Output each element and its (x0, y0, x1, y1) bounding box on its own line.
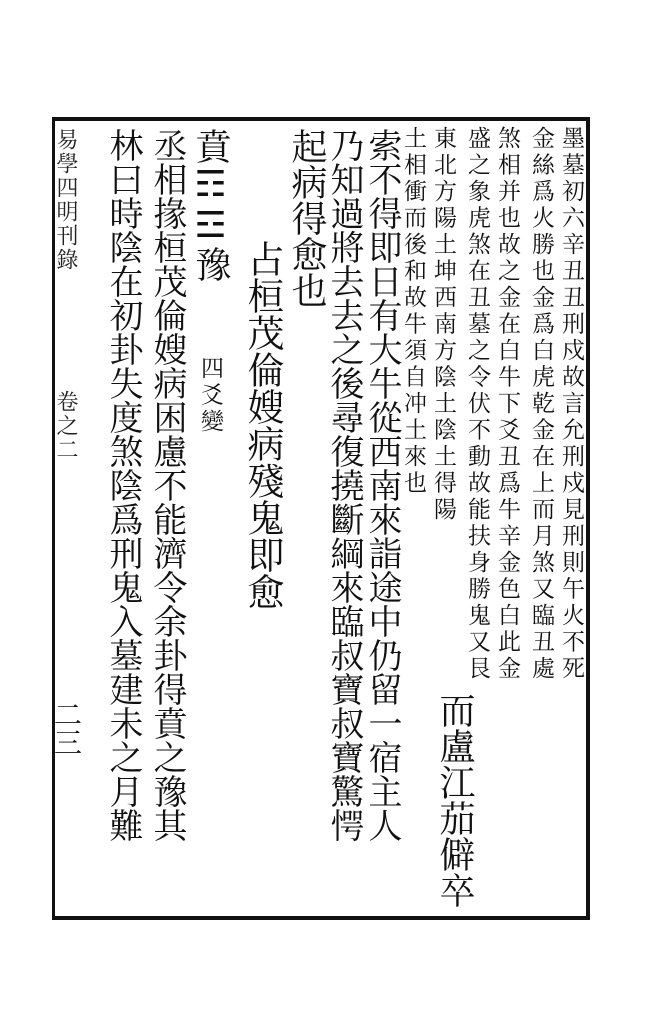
annotation-column-4: 盛之象虎煞在丑墓之令伏不動故能扶身勝鬼又艮 (464, 126, 490, 683)
annotation-column-2: 金絲爲火勝也金爲白虎乾金在上而月煞又臨丑處 (528, 126, 554, 683)
hexagram-heading: 賁☶☲豫 (190, 128, 231, 282)
main-text-column-9: 起病得愈也 (286, 128, 327, 308)
margin-book-title: 易學四明刊錄 (53, 128, 78, 272)
main-text-column-5-tail: 而盧江茄僻卒 (434, 692, 475, 908)
main-text-column-13: 林曰時陰在初卦失度煞陰爲刑鬼入墓建未之月難 (103, 128, 143, 842)
main-text-column-8: 乃知過將去去之後尋復撓斷綱來臨叔寶叔寶驚愕 (324, 128, 364, 842)
frame-right-rule (586, 117, 590, 920)
annotation-column-5: 東北方陽土坤西南方陰土陰土得陽 (430, 126, 456, 524)
main-text-column-7: 索不得即日有大牛從西南來詣途中仍留一宿主人 (362, 128, 402, 842)
annotation-column-1: 墨墓初六辛丑丑刑戍故言允刑戍見刑則午火不死 (558, 126, 584, 683)
hexagram-note: 四爻變 (197, 356, 223, 436)
frame-top-rule (52, 117, 590, 121)
main-text-column-12: 丞相掾桓茂倫嫂病困慮不能濟令余卦得賁之豫其 (147, 128, 187, 842)
annotation-column-3: 煞相并也故之金在白牛下爻丑爲牛辛金色白此金 (494, 126, 520, 683)
main-text-column-10: 占桓茂倫嫂病殘鬼即愈 (241, 240, 284, 610)
margin-volume: 卷之二 (53, 390, 78, 462)
frame-bottom-rule (52, 916, 590, 920)
margin-folio-number: 二三 (50, 700, 83, 756)
annotation-column-6: 土相衝而後和故牛須自冲土來也 (400, 126, 426, 497)
